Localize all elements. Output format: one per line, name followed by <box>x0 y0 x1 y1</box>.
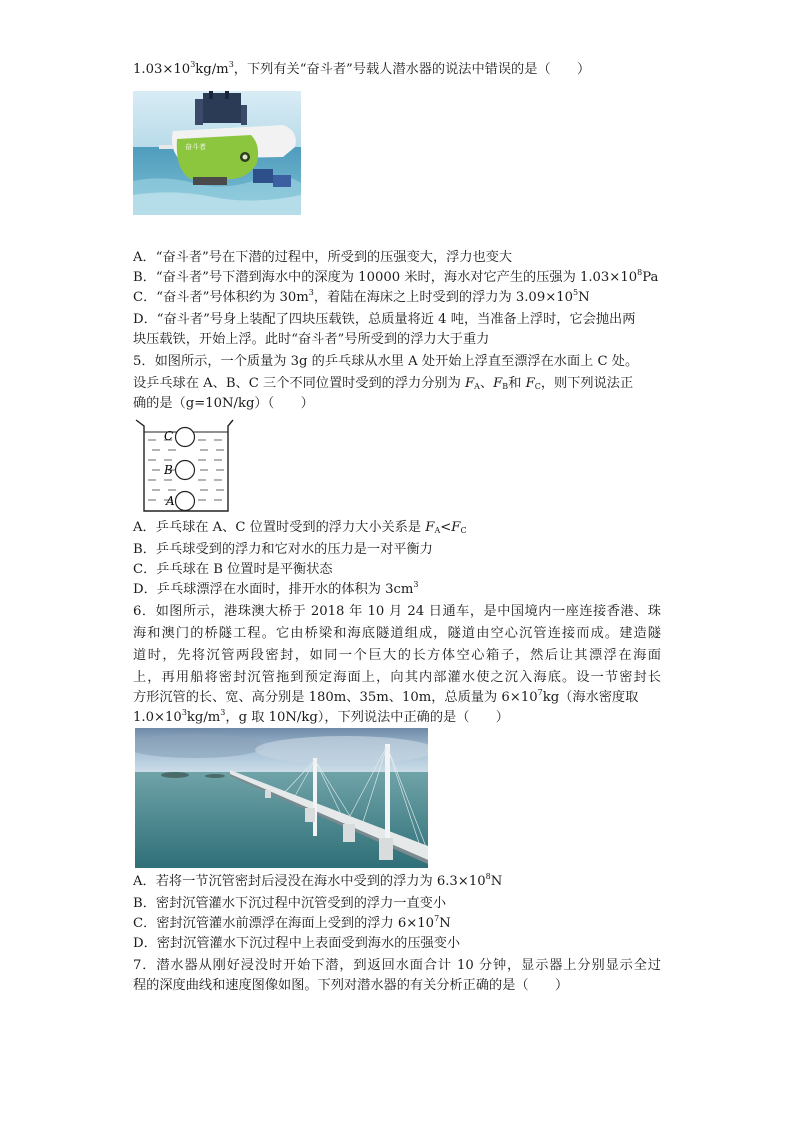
q5-option-d: D．乒乓球漂浮在水面时，排开水的体积为 $3cm^3$ <box>133 580 419 597</box>
q6-option-c: C．密封沉管灌水前漂浮在海面上受到的浮力 $6\times 10^7N$ <box>133 914 451 931</box>
q5-option-a: A．乒乓球在 A、C 位置时受到的浮力大小关系是 $F_A<F_C$ <box>133 520 467 535</box>
q7-stem-line1: 7．潜水器从刚好浸没时开始下潜，到返回水面合计 10 分钟，显示器上分别显示全过 <box>133 958 661 973</box>
label-c: C <box>164 429 174 443</box>
q6-stem-line5: 方形沉管的长、宽、高分别是 180m、35m、10m，总质量为 $6\times 10^7kg$（海水密度取 <box>133 688 639 705</box>
q4-option-a: A．“奋斗者”号在下潜的过程中，所受到的压强变大，浮力也变大 <box>133 250 513 265</box>
ball-b <box>176 461 195 480</box>
q5-option-c: C．乒乓球在 B 位置时是平衡状态 <box>133 562 333 577</box>
bridge-photo <box>135 728 428 868</box>
q6-stem-line2: 海和澳门的桥隧工程。它由桥梁和海底隧道组成，隧道由空心沉管连接而成。建造隧 <box>133 626 661 641</box>
label-a: A <box>166 494 175 508</box>
q6-stem-line6: $1.0\times 10^3kg/m^3$，g 取 10N/kg），下列说法中正确的是（ ） <box>133 708 509 725</box>
beaker-figure <box>134 418 234 514</box>
q4-option-d-line1: D．“奋斗者”号身上装配了四块压载铁，总质量将近 4 吨，当准备上浮时，它会抛出两 <box>133 312 636 327</box>
q5-stem-line3: 确的是（g=10N/kg）（ ） <box>133 396 314 411</box>
q4-option-c: C．“奋斗者”号体积约为 $30m^3$，着陆在海床之上时受到的浮力为 $3.09\times 10^5N$ <box>133 288 590 305</box>
q6-stem-line1: 6．如图所示，港珠澳大桥于 2018 年 10 月 24 日通车，是中国境内一座连接香港、珠 <box>133 604 661 619</box>
q6-option-b: B．密封沉管灌水下沉过程中沉管受到的浮力一直变小 <box>133 896 447 911</box>
q4-option-d-line2: 块压载铁，开始上浮。此时“奋斗者”号所受到的浮力大于重力 <box>133 332 490 347</box>
q4-option-b: B．“奋斗者”号下潜到海水中的深度为 10000 米时，海水对它产生的压强为 $1.03\times 10^8Pa$ <box>133 268 659 285</box>
ball-a <box>176 492 195 511</box>
q5-stem-line1: 5．如图所示，一个质量为 3g 的乒乓球从水里 A 处开始上浮直至漂浮在水面上 C 处。 <box>133 354 639 369</box>
q6-option-d: D．密封沉管灌水下沉过程中上表面受到海水的压强变小 <box>133 936 461 951</box>
q7-stem-line2: 程的深度曲线和速度图像如图。下列对潜水器的有关分析正确的是（ ） <box>133 978 569 993</box>
q6-option-a: A．若将一节沉管密封后浸没在海水中受到的浮力为 $6.3\times 10^8N$ <box>133 872 503 889</box>
ball-c <box>176 428 195 447</box>
submarine-label: 奋斗者 <box>185 143 206 151</box>
q6-stem-line3: 道时，先将沉管两段密封，如同一个巨大的长方体空心箱子，然后让其漂浮在海面 <box>133 648 661 663</box>
label-b: B <box>164 463 173 477</box>
submarine-photo <box>133 91 301 215</box>
q6-stem-line4: 上，再用船将密封沉管拖到预定海面上，向其内部灌水使之沉入海底。设一节密封长 <box>133 670 661 685</box>
q5-stem-line2: 设乒乓球在 A、B、C 三个不同位置时受到的浮力分别为 $F_A$、$F_B$和 $F_C$，则下列说法正 <box>133 376 634 391</box>
q5-option-b: B．乒乓球受到的浮力和它对水的压力是一对平衡力 <box>133 542 433 557</box>
q4-stem: $1.03\times 10^3kg/m^3$，下列有关“奋斗者”号载人潜水器的说法中错误的是（ ） <box>133 60 591 77</box>
